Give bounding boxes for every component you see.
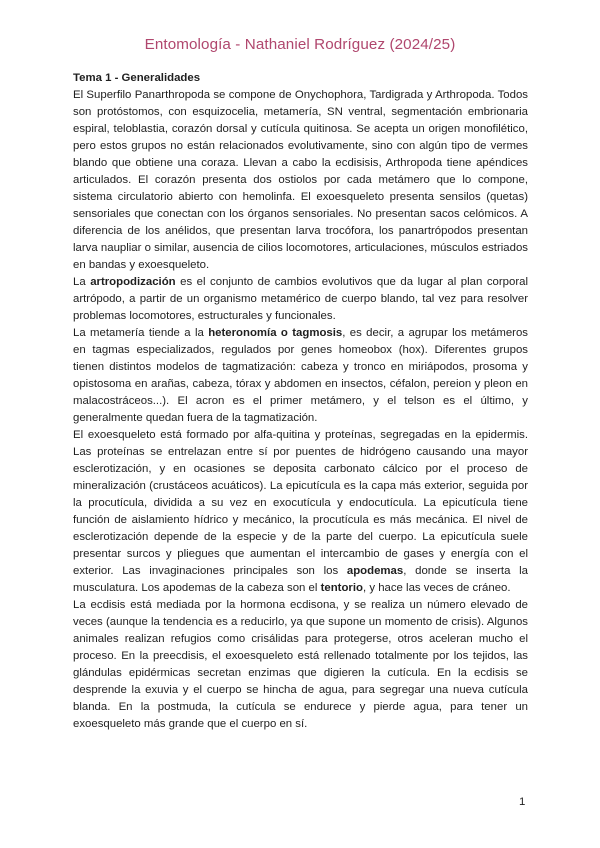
document-body: [73, 70, 528, 733]
text-segment: El exoesqueleto está formado por alfa-quitina y proteínas, segregadas en la epidermis. Las proteínas se entrelazan entre sí por puentes de hidrógeno causando una mayor esclerotización, y en ocasiones se deposita carbonato cálcico por el proceso de mineralización (crustáceos acuáticos). La epicutícula es la capa más exterior, seguida por la procutícula, dividida a su vez en exocutícula y endocutícula. La epicutícula tiene función de aislamiento hídrico y mecánico, la procutícula es más mecánica. El nivel de esclerotización depende de la especie y de la parte del cuerpo. La epicutícula suele presentar surcos y pliegues que aumentan el intercambio de gases y energía con el exterior. Las invaginaciones principales son los: [73, 429, 528, 577]
page-number: 1: [519, 796, 526, 808]
term-tentorio: tentorio: [320, 582, 363, 594]
text-segment: , donde se inserta la musculatura. Los apodemas de la cabeza son el: [73, 565, 528, 594]
text-segment: La metamería tiende a la: [73, 327, 209, 339]
paragraph-exoesqueleto: [73, 427, 528, 597]
term-tagmosis: heteronomía o tagmosis: [208, 327, 343, 339]
paragraph-artropodizacion: [73, 274, 528, 325]
paragraph-ecdisis: La ecdisis está mediada por la hormona ecdisona, y se realiza un número elevado de veces (aunque la tendencia es a reducirlo, ya que supone un momento de crisis). Algunos animales realizan refugios como crisálidas para protegerse, otros aceleran mucho el proceso. En la preecdisis, el exoesqueleto está rellenado totalmente por los tejidos, las glándulas epidérmicas secretan enzimas que digieren la cutícula. En la ecdisis se desprende la exuvia y el cuerpo se hincha de agua, para segregar una nueva cutícula blanda. En la postmuda, la cutícula se endurece y pierde agua, para tener un exoesqueleto más grande que el cuerpo en sí.: [73, 599, 528, 730]
text-segment: La: [73, 276, 91, 288]
paragraph-panarthropoda: El Superfilo Panarthropoda se compone de Onychophora, Tardigrada y Arthropoda. Todos son protóstomos, con esquizocelia, metamería, SN ventral, segmentación embrionaria espiral, teloblastia, corazón dorsal y cutícula quitinosa. Se acepta un origen monofilético, pero estos grupos no están relacionados evolutivamente, sino con algún tipo de vermes blando que obtiene una coraza. Llevan a cabo la ecdisisis, Arthropoda tiene apéndices articulados. El corazón presenta dos ostiolos por cada metámero que lo compone, sistema circulatorio abierto con hemolinfa. El exoesqueleto presenta sensilos (quetas) sensoriales que conectan con los órganos sensoriales. No presentan sacos celómicos. A diferencia de los anélidos, que presentan larva trocófora, los panartrópodos presentan larva naupliar o similar, ausencia de cilios locomotores, articulaciones, músculos estriados en bandas y exoesqueleto.: [73, 89, 528, 271]
document-title: Entomología - Nathaniel Rodríguez (2024/25): [144, 36, 456, 53]
text-segment: , y hace las veces de cráneo.: [363, 582, 511, 594]
term-apodemas: apodemas: [346, 565, 404, 577]
text-segment: , es decir, a agrupar los metámeros en tagmas especializados, regulados por genes homeobox (hox). Diferentes grupos tienen distintos modelos de tagmatización: cabeza y tronco en miriápodos, prosoma y opistosoma en arañas, cabeza, tórax y abdomen en insectos, céfalon, pereion y pleon en malacostráceos...). El acron es el primer metámero, y el telson es el último, y generalmente quedan fuera de la tagmatización.: [73, 327, 528, 424]
term-artropodizacion: artropodización: [90, 276, 176, 288]
section-heading: Tema 1 - Generalidades: [73, 72, 201, 84]
text-segment: es el conjunto de cambios evolutivos que da lugar al plan corporal artrópodo, a partir de un organismo metamérico de cuerpo blando, tal vez para resolver problemas locomotores, estructurales y funcionales.: [73, 276, 528, 322]
paragraph-tagmosis: [73, 325, 528, 427]
